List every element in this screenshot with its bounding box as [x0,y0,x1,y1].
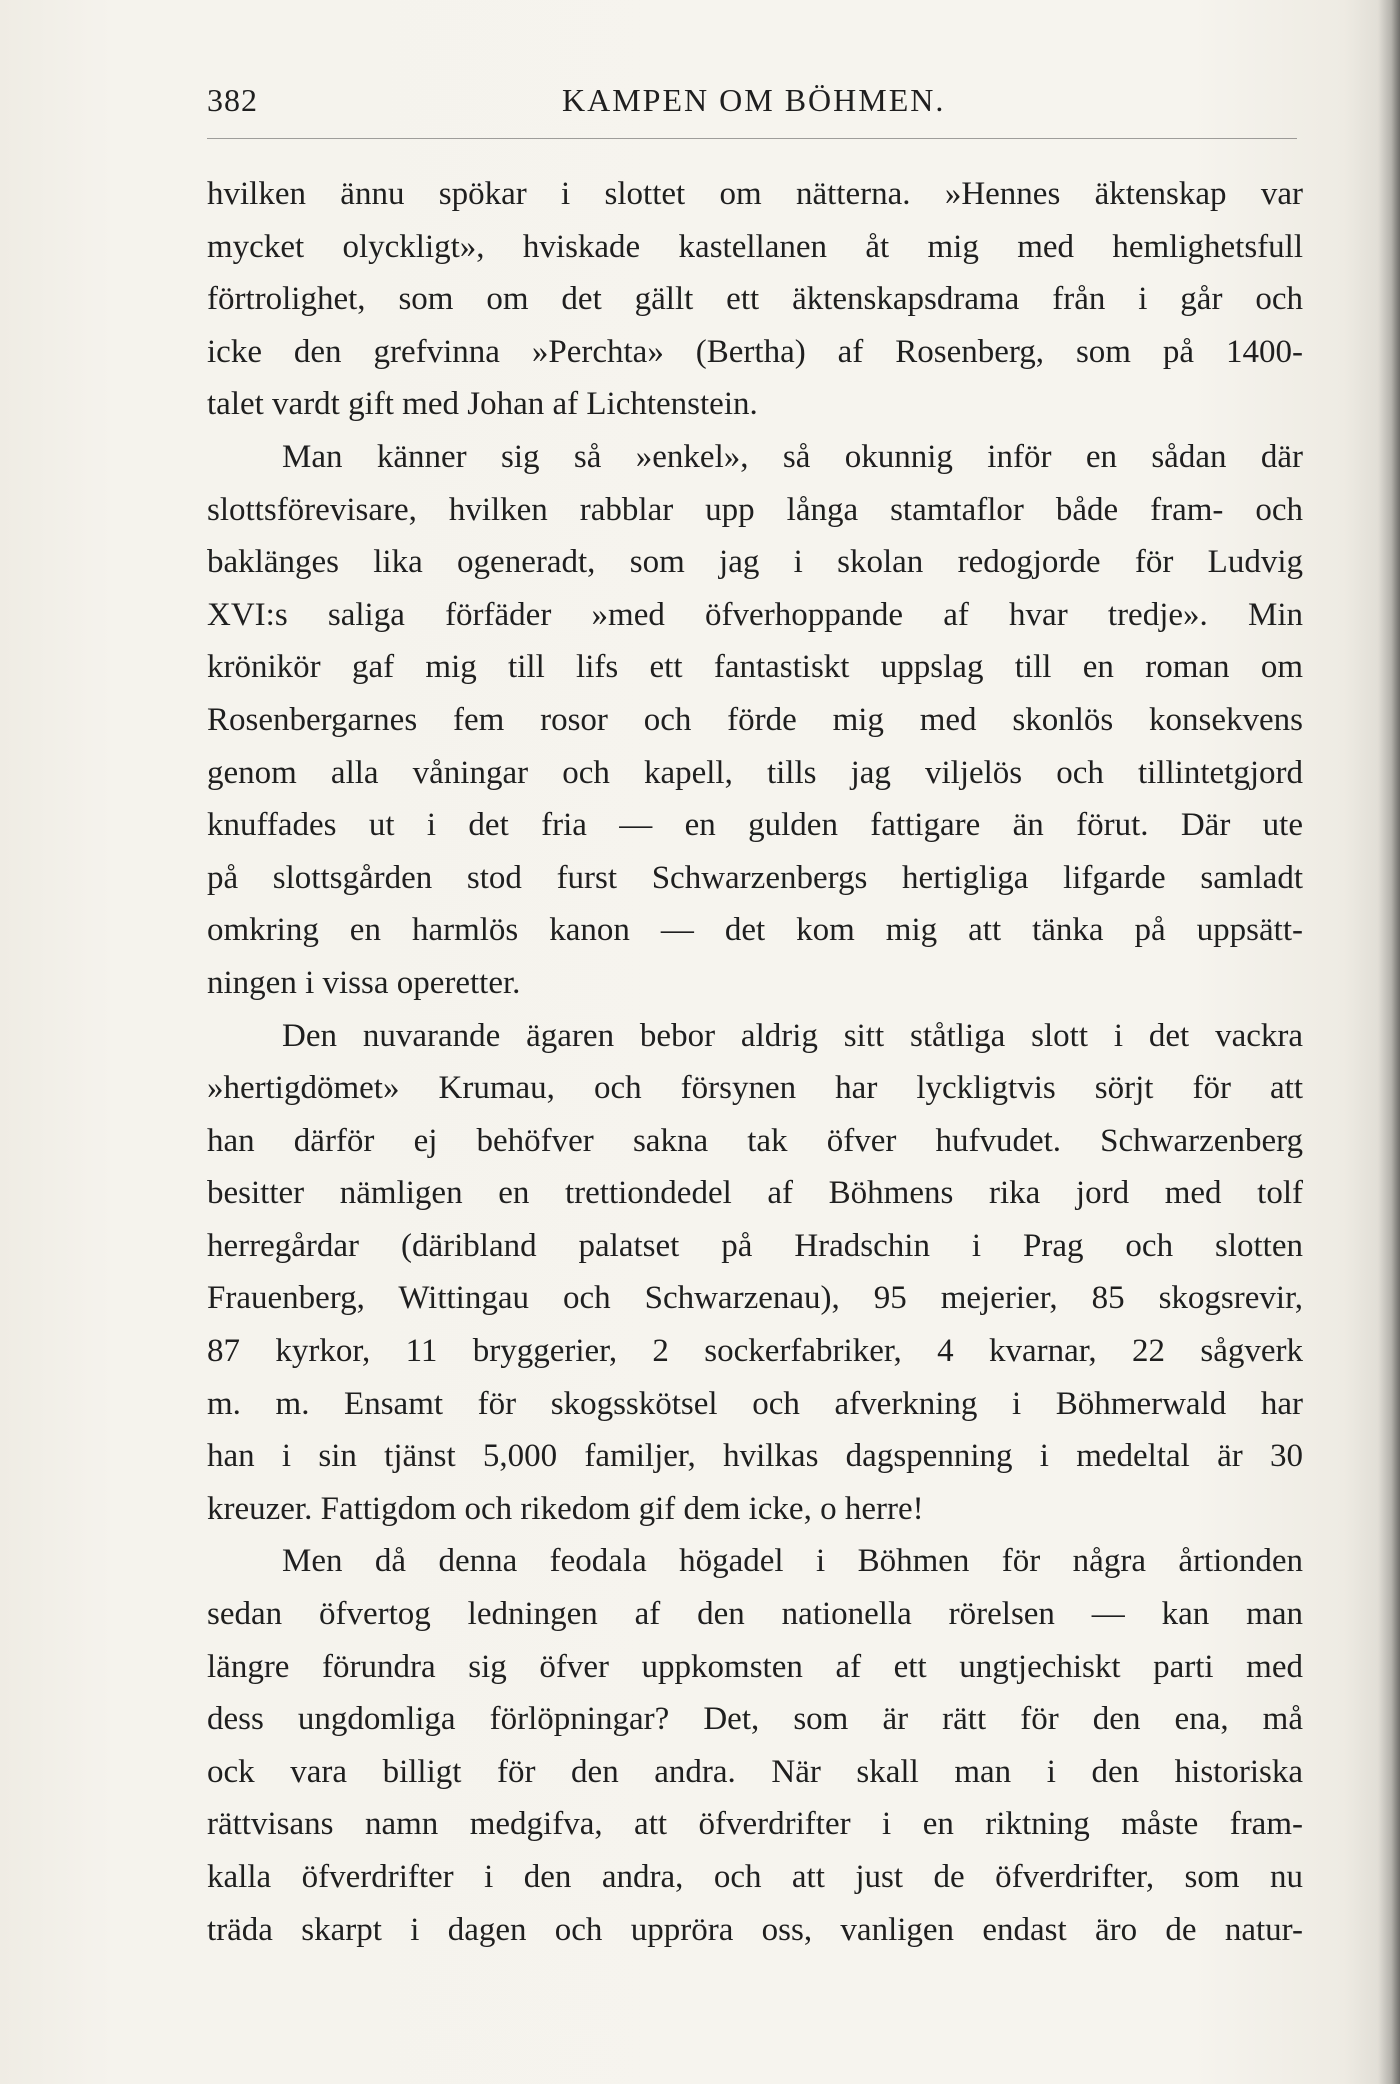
body-text [207,168,1303,1956]
text-line: Rosenbergarnes fem rosor och förde mig med skonlös konsekvens [207,701,1303,738]
page-header [207,82,1297,126]
text-line: han i sin tjänst 5,000 familjer, hvilkas dagspenning i medeltal är 30 [207,1438,1303,1475]
text-line: XVI:s saliga förfäder »med öfverhoppande af hvar tredje». Min [207,596,1303,633]
text-line: icke den grefvinna »Perchta» (Bertha) af Rosenberg, som på 1400- [207,333,1303,370]
text-line: hvilken ännu spökar i slottet om nätterna. »Hennes äktenskap var [207,176,1303,212]
running-title: KAMPEN OM BÖHMEN. [562,82,946,118]
text-line: krönikör gaf mig till lifs ett fantastiskt uppslag till en roman om [207,649,1303,686]
text-line: Frauenberg, Wittingau och Schwarzenau), 95 mejerier, 85 skogsrevir, [207,1280,1303,1317]
text-line: talet vardt gift med Johan af Lichtenstein. [207,386,758,423]
text-line: kalla öfverdrifter i den andra, och att just de öfverdrifter, som nu [207,1859,1303,1895]
text-line: på slottsgården stod furst Schwarzenbergs hertigliga lifgarde samladt [207,859,1303,896]
text-line: besitter nämligen en trettiondedel af Böhmens rika jord med tolf [207,1175,1303,1212]
text-line: han därför ej behöfver sakna tak öfver hufvudet. Schwarzenberg [207,1122,1303,1159]
text-line: Men då denna feodala högadel i Böhmen för några årtionden [282,1543,1303,1580]
text-line: slottsförevisare, hvilken rabblar upp långa stamtaflor både fram- och [207,491,1303,528]
text-line: Den nuvarande ägaren bebor aldrig sitt ståtliga slott i det vackra [282,1017,1303,1054]
header-rule [207,138,1297,139]
text-line: 87 kyrkor, 11 bryggerier, 2 sockerfabriker, 4 kvarnar, 22 sågverk [207,1333,1303,1370]
text-line: kreuzer. Fattigdom och rikedom gif dem icke, o herre! [207,1490,924,1527]
text-line: ock vara billigt för den andra. När skall man i den historiska [207,1753,1303,1790]
text-line: rättvisans namn medgifva, att öfverdrifter i en riktning måste fram- [207,1806,1303,1843]
text-line: herregårdar (däribland palatset på Hradschin i Prag och slotten [207,1227,1303,1264]
page-edge-shadow [1378,0,1400,2084]
text-line: Man känner sig så »enkel», så okunnig inför en sådan där [282,438,1303,475]
text-line: knuffades ut i det fria — en gulden fattigare än förut. Där ute [207,807,1303,844]
text-line: längre förundra sig öfver uppkomsten af ett ungtjechiskt parti med [207,1648,1303,1685]
text-line: m. m. Ensamt för skogsskötsel och afverkning i Böhmerwald har [207,1385,1303,1422]
text-line: mycket olyckligt», hviskade kastellanen åt mig med hemlighetsfull [207,228,1303,265]
text-line: träda skarpt i dagen och uppröra oss, vanligen endast äro de natur- [207,1911,1303,1948]
text-line: dess ungdomliga förlöpningar? Det, som är rätt för den ena, må [207,1701,1303,1738]
text-line: »hertigdömet» Krumau, och försynen har lyckligtvis sörjt för att [207,1070,1303,1107]
text-line: baklänges lika ogeneradt, som jag i skolan redogjorde för Ludvig [207,544,1303,581]
text-line: ningen i vissa operetter. [207,964,521,1001]
text-line: sedan öfvertog ledningen af den nationella rörelsen — kan man [207,1596,1303,1633]
text-line: förtrolighet, som om det gällt ett äktenskapsdrama från i går och [207,281,1303,318]
page-number: 382 [207,82,258,118]
text-line: omkring en harmlös kanon — det kom mig att tänka på uppsätt- [207,912,1303,949]
text-line: genom alla våningar och kapell, tills jag viljelös och tillintetgjord [207,754,1303,791]
